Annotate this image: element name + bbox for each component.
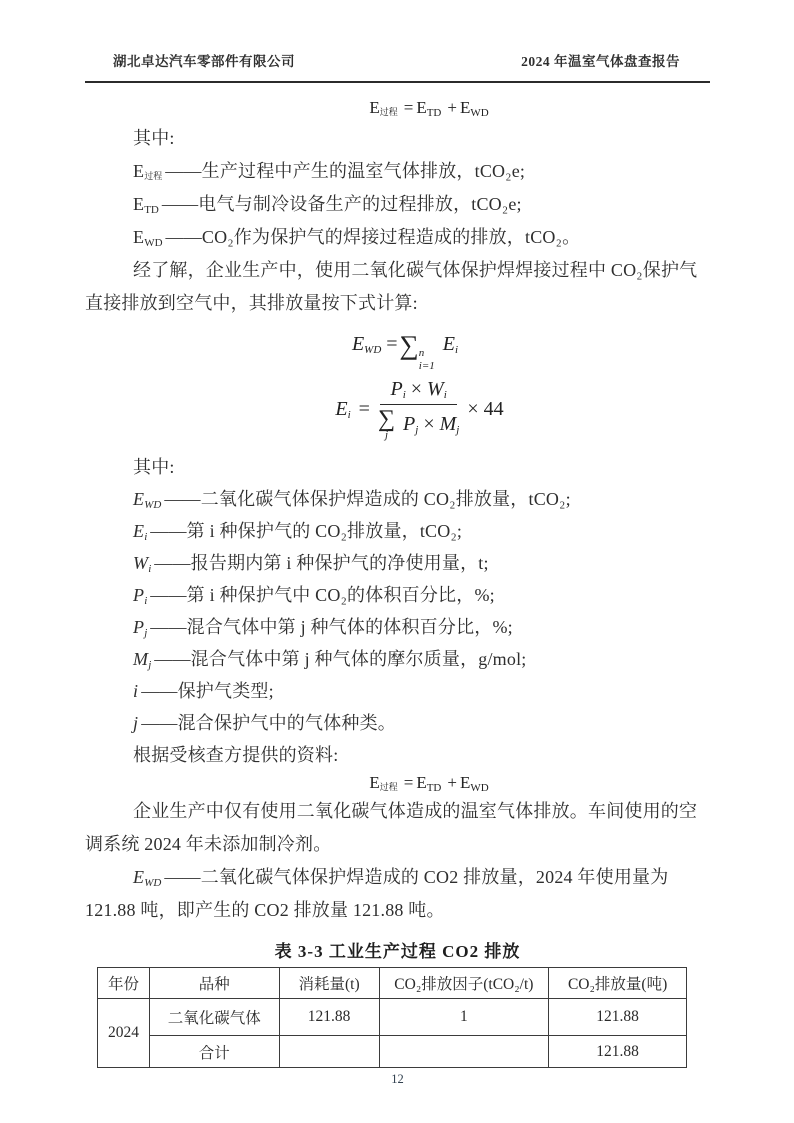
definition-j <box>85 707 710 739</box>
table-title: 表 3-3 工业生产过程 CO2 排放 <box>274 942 521 962</box>
equals-sign: = <box>403 98 414 117</box>
col-header-emission: CO₂排放量(吨) <box>549 968 687 999</box>
definition-text: ——电气与制冷设备生产的过程排放，tCO₂e; <box>161 194 522 214</box>
definition-term: $E_{WD}$ <box>133 489 162 512</box>
definition-text: ——二氧化碳气体保护焊造成的 CO₂排放量，tCO₂; <box>164 489 571 510</box>
col-header-factor: CO₂排放因子(tCO₂/t) <box>379 968 549 999</box>
definition-term: $E_{过程}$ <box>133 161 163 181</box>
definition-wi <box>85 547 710 579</box>
col-header-kind: 品种 <box>149 968 279 999</box>
sigma-symbol: ∑ <box>377 406 396 433</box>
definition-term: $P_i$ <box>133 585 148 608</box>
definition-text: ——生产过程中产生的温室气体排放，tCO₂e; <box>165 161 526 181</box>
page-header <box>85 50 710 83</box>
col-header-year: 年份 <box>98 968 150 999</box>
cell-emission-total: 121.88 <box>549 1036 687 1068</box>
col-header-consumption: 消耗量(t) <box>279 968 379 999</box>
definition-text: ——CO₂作为保护气的焊接过程造成的排放，tCO₂。 <box>165 227 581 247</box>
cell-factor: 1 <box>379 999 549 1036</box>
paragraph-welding-intro: 经了解，企业生产中，使用二氧化碳气体保护焊焊接过程中 CO₂保护气直接排放到空气中，其排放量按下式计算: <box>85 260 698 313</box>
definition-ei <box>85 515 710 547</box>
definition-pi <box>85 579 710 611</box>
definition-text: ——二氧化碳气体保护焊造成的 CO2 排放量，2024 年使用量为 121.88 吨，即产生的 CO2 排放量 121.88 吨。 <box>85 867 669 921</box>
times-sign: × <box>423 412 435 435</box>
page-number: 12 <box>391 1072 404 1087</box>
cell-kind-total: 合计 <box>149 1036 279 1068</box>
sigma-symbol: ∑ <box>399 330 419 360</box>
fraction <box>378 378 459 441</box>
definition-text: ——第 i 种保护气的 CO₂排放量，tCO₂; <box>150 521 463 542</box>
definition-text: ——混合气体中第 j 种气体的摩尔质量，g/mol; <box>154 649 527 670</box>
sum-operator <box>399 330 435 372</box>
definition-term: $E_{WD}$ <box>133 227 163 249</box>
plus-sign: + <box>447 773 457 793</box>
fraction-denominator: ∑ j $P_j$ × $M_j$ <box>377 406 460 442</box>
definition-e-td <box>85 188 710 221</box>
formula-lhs: $E_{过程}$ <box>369 98 398 117</box>
formula-process-total-1 <box>85 98 710 118</box>
formula-ei-fraction <box>85 378 710 441</box>
definition-text: ——第 i 种保护气中 CO₂的体积百分比，%; <box>150 585 495 606</box>
definition-pj <box>85 611 710 643</box>
definition-mj <box>85 643 710 675</box>
formula-factor: 44 <box>483 398 504 421</box>
definition-term: $E_i$ <box>133 521 148 544</box>
times-sign: × <box>467 398 479 421</box>
formula-lhs: $E_{WD}$ <box>351 333 382 356</box>
definition-term: $M_j$ <box>133 649 152 672</box>
header-company-name: 湖北卓达汽车零部件有限公司 <box>113 54 295 69</box>
formula-term-ewd: $E_{WD}$ <box>459 98 489 119</box>
header-report-title: 2024 年温室气体盘查报告 <box>521 54 680 69</box>
definition-term: $W_i$ <box>133 553 152 576</box>
cell-consumption-total <box>279 1036 379 1068</box>
definition-text: ——混合气体中第 j 种气体的体积百分比，%; <box>150 617 513 638</box>
equals-sign: = <box>358 398 370 421</box>
definition-i <box>85 675 710 707</box>
formula-lhs: $E_i$ <box>335 398 351 422</box>
equals-sign: = <box>386 333 398 355</box>
definition-text: ——保护气类型; <box>141 681 274 702</box>
paragraph-ewd-note <box>85 861 710 927</box>
definition-text: ——混合保护气中的气体种类。 <box>141 713 397 734</box>
definition-ewd-2 <box>85 483 710 515</box>
table-row <box>98 999 687 1036</box>
cell-year: 2024 <box>98 999 150 1068</box>
times-sign: × <box>410 378 423 401</box>
definition-text: ——报告期内第 i 种保护气的净使用量，t; <box>154 553 489 574</box>
sum-operator: ∑ j <box>377 406 396 442</box>
cell-consumption: 121.88 <box>279 999 379 1036</box>
cell-emission: 121.88 <box>549 999 687 1036</box>
fraction-numerator: $P_i$ × $W_i$ <box>380 378 456 405</box>
definition-e-process <box>85 155 710 188</box>
cell-kind: 二氧化碳气体 <box>149 999 279 1036</box>
plus-sign: + <box>447 98 457 117</box>
formula-process-total-2: $E_{过程} = E_{TD} + E_{WD}$ <box>369 773 489 795</box>
formula-term-etd: $E_{TD}$ <box>416 98 442 119</box>
definition-term: $E_{WD}$ <box>133 867 162 890</box>
paragraph-only-co2: 企业生产中仅有使用二氧化碳气体造成的温室气体排放。车间使用的空调系统 2024 年未添加制冷剂。 <box>85 801 698 855</box>
emissions-table <box>97 967 687 1068</box>
equals-sign: = <box>403 773 414 793</box>
formula-ewd-sum <box>85 330 710 372</box>
definition-e-wd <box>85 221 710 254</box>
formula-rhs: $E_i$ <box>442 333 459 356</box>
table-row-total <box>98 1036 687 1068</box>
definition-term: $E_{TD}$ <box>133 194 159 216</box>
sum-limits: n i=1 <box>418 347 435 372</box>
definition-term: i <box>133 681 139 702</box>
paragraph-source: 根据受核查方提供的资料: <box>133 745 339 766</box>
definition-term: j <box>133 713 139 734</box>
among-label-2: 其中: <box>133 457 175 478</box>
table-header-row <box>98 968 687 999</box>
cell-factor-total <box>379 1036 549 1068</box>
among-label-1: 其中: <box>133 128 175 148</box>
definition-term: $P_j$ <box>133 617 148 640</box>
